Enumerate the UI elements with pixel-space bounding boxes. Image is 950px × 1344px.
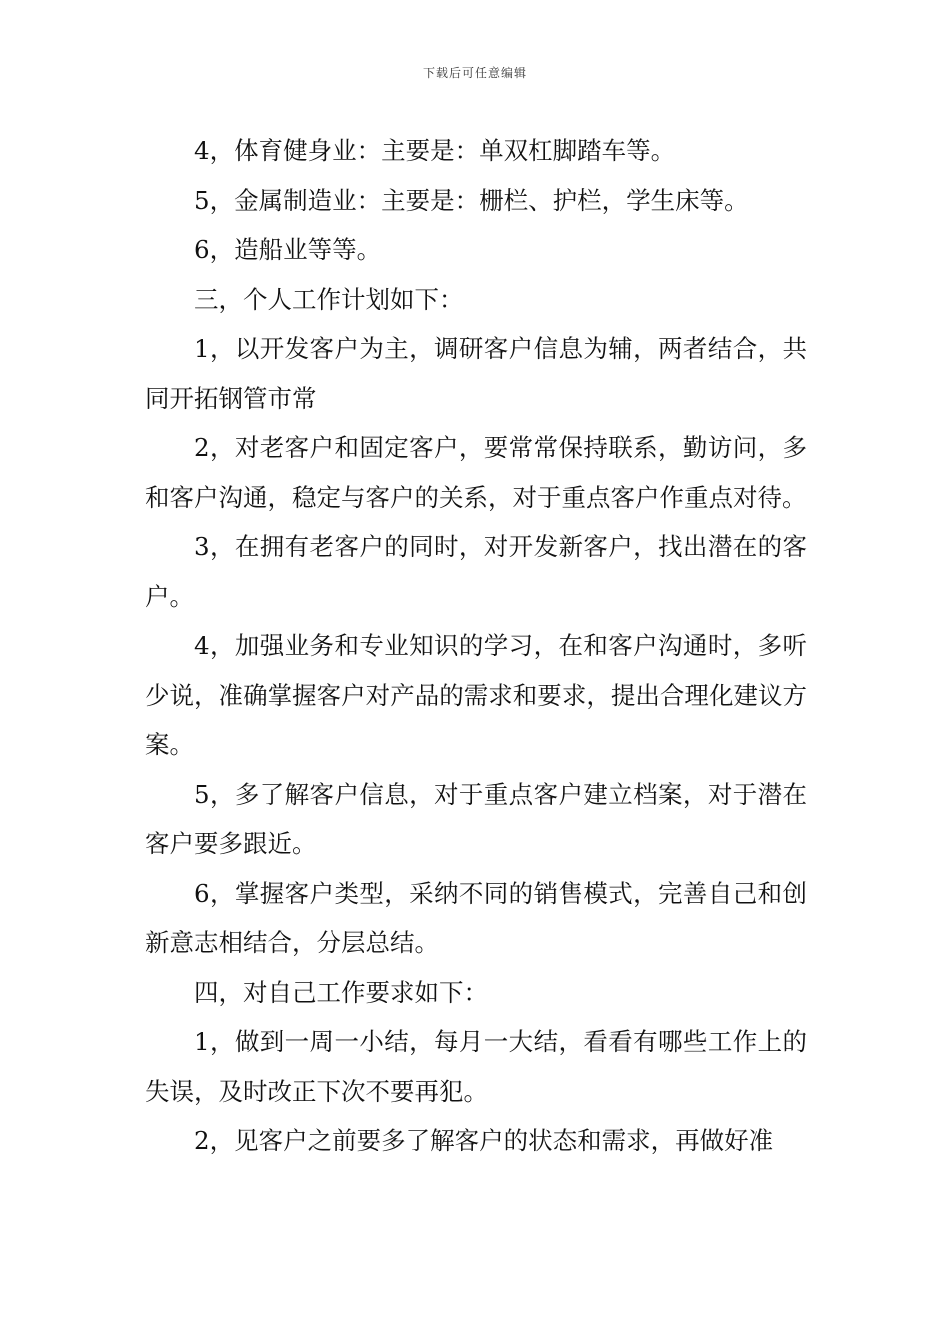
section-heading: 三，个人工作计划如下： [194, 284, 464, 314]
paragraph: 6，掌握客户类型，采纳不同的销售模式，完善自己和创新意志相结合，分层总结。 [145, 878, 807, 957]
paragraph: 4，体育健身业：主要是：单双杠脚踏车等。 [194, 136, 676, 165]
section-heading: 四，对自己工作要求如下： [194, 977, 488, 1007]
paragraph: 5，金属制造业：主要是：栅栏、护栏，学生床等。 [194, 185, 749, 215]
paragraph: 5，多了解客户信息，对于重点客户建立档案，对于潜在客户要多跟近。 [145, 779, 807, 858]
paragraph: 1，以开发客户为主，调研客户信息为辅，两者结合，共同开拓钢管市常 [145, 334, 807, 413]
paragraph: 6，造船业等等。 [194, 235, 382, 264]
paragraph: 1，做到一周一小结，每月一大结，看看有哪些工作上的失误，及时改正下次不要再犯。 [145, 1027, 807, 1106]
document-body [145, 126, 807, 1166]
paragraph: 4，加强业务和专业知识的学习，在和客户沟通时，多听少说，准确掌握客户对产品的需求和要求，提出合理化建议方案。 [145, 631, 807, 759]
page-header: 下载后可任意编辑 [422, 66, 527, 80]
paragraph: 2，见客户之前要多了解客户的状态和需求，再做好准 [194, 1126, 774, 1155]
paragraph: 2，对老客户和固定客户，要常常保持联系，勤访问，多和客户沟通，稳定与客户的关系，对于重点客户作重点对待。 [145, 433, 807, 512]
paragraph: 3，在拥有老客户的同时，对开发新客户，找出潜在的客户。 [145, 532, 807, 611]
